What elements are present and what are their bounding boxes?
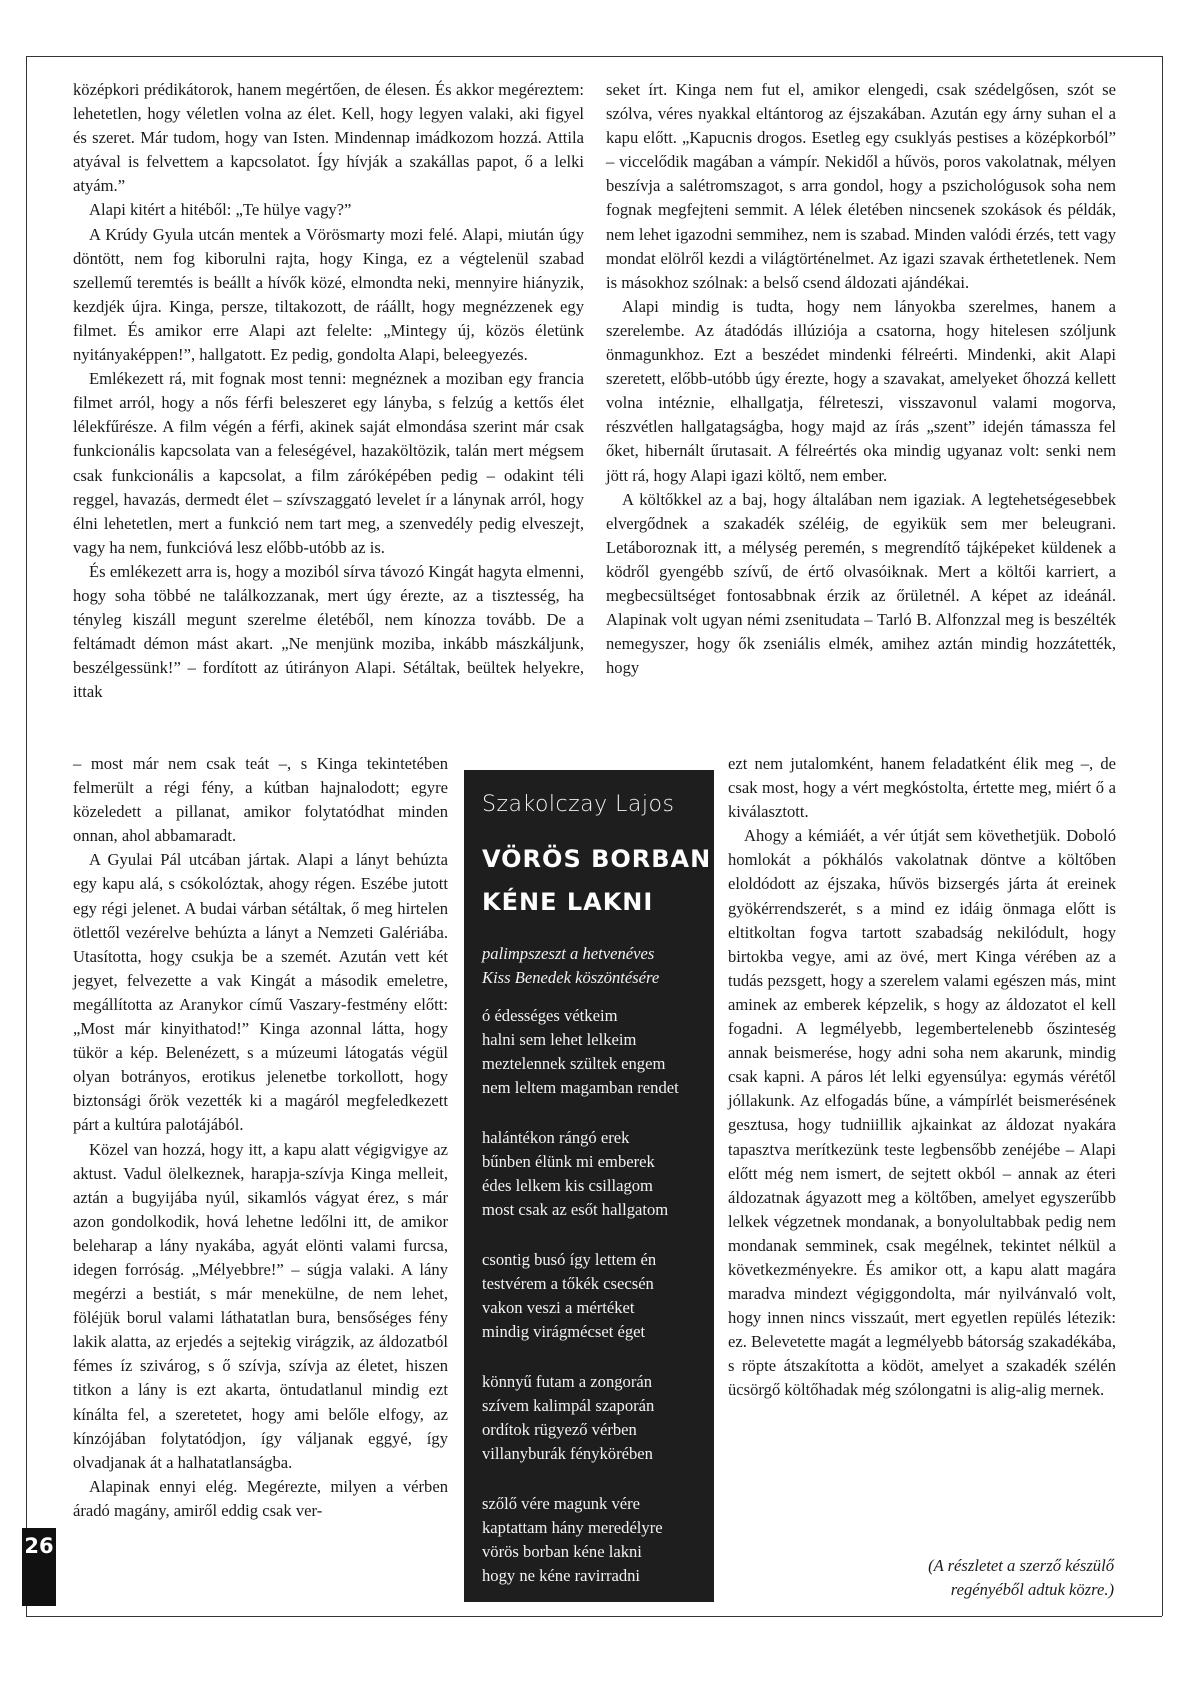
poem-line: meztelennek szültek engem <box>482 1054 666 1073</box>
poem-line: nem leltem magamban rendet <box>482 1078 679 1097</box>
paragraph: A Krúdy Gyula utcán mentek a Vörösmarty mozi felé. Alapi, miután úgy döntött, nem fog kiborulni rajta, hogy Kinga, ez a végtelenül szabad szellemű teremtés is beállt a hívők közé, elmondta neki, mennyire hiányzik, kezdjék újra. Kinga, persze, tiltakozott, de ráállt, hogy megnézzenek egy filmet. És amikor erre Alapi azt felelte: „Mintegy új, közös életünk nyitányaképpen!”, hallgatott. Ez pedig, gondolta Alapi, beleegyezés. <box>73 224 584 365</box>
poem-line: ordítok rügyező vérben <box>482 1420 637 1439</box>
paragraph: középkori prédikátorok, hanem megértően, de élesen. És akkor megéreztem: lehetetlen, hogy véletlen volna az élet. Kell, hogy legyen valaki, aki figyel és szeret. Már tudom, hogy van Isten. Mindennap imádkozom hozzá. Attila atyával is felvettem a kapcsolatot. Így hívják a szakállas papot, ő a lelki atyám.” <box>73 80 584 196</box>
credit-line: (A részletet a szerző készülő <box>928 1556 1114 1575</box>
poem-line: halántékon rángó erek <box>482 1128 630 1147</box>
poem-line: könnyű futam a zongorán <box>482 1372 653 1391</box>
poem-stanza <box>482 1126 712 1222</box>
poem-line: villanyburák fénykörében <box>482 1444 653 1463</box>
poem-title-line: VÖRÖS BORBAN <box>482 845 712 873</box>
poem-author: Szakolczay Lajos <box>482 792 675 817</box>
poem-line: testvérem a tőkék csecsén <box>482 1274 654 1293</box>
page-frame-bottom <box>26 1616 1162 1617</box>
poem-line: ó édességes vétkeim <box>482 1006 618 1025</box>
poem-line: kaptattam hány meredélyre <box>482 1518 663 1537</box>
text-column-left-upper <box>73 78 584 704</box>
poem-title-line: KÉNE LAKNI <box>482 888 654 916</box>
poem-sidebar <box>464 770 714 1602</box>
text-column-left-lower <box>73 752 448 1523</box>
poem-stanza <box>482 1004 712 1100</box>
poem-stanza <box>482 1370 712 1466</box>
poem-subtitle-line: Kiss Benedek köszöntésére <box>482 968 660 987</box>
poem-line: csontig busó így lettem én <box>482 1250 657 1269</box>
poem-title <box>482 838 712 924</box>
poem-line: édes lelkem kis csillagom <box>482 1176 653 1195</box>
paragraph: A költőkkel az a baj, hogy általában nem igaziak. A legtehetségesebbek elvergődnek a szakadék széléig, de egyikük sem mer beleugrani. Letáboroznak itt, a mélység peremén, s megrendítő tájképeket küldenek a ködről gyengébb szívű, de értő olvasóiknak. Mert a költői karriert, a megbecsültséget fontosabbnak érzik az őrületnél. A képet az ideánál. Alapinak volt ugyan némi zsenitudata – Tarló B. Alfonzzal meg is beszélték nemegyszer, hogy ők zseniális elmék, amihez aztán mindig hozzátették, hogy <box>606 489 1116 678</box>
paragraph: És emlékezett arra is, hogy a moziból sírva távozó Kingát hagyta elmenni, hogy soha többé ne találkozzanak, mert úgy érezte, az a tisztesség, ha tényleg kiszáll megunt szerelme életéből, nem kínozza tovább. De a feltámadt démon mást akart. „Ne menjünk moziba, inkább mászkáljunk, beszélgessünk!” – fordított az útirányon Alapi. Sétáltak, beültek helyekre, ittak <box>73 561 584 702</box>
paragraph: – most már nem csak teát –, s Kinga tekintetében felmerült a régi fény, a kútban hajnalodott; egyre közeledett a pillanat, amikor folytatódhat minden onnan, ahol abbamaradt. <box>73 754 448 846</box>
paragraph: Ahogy a kémiáét, a vér útját sem követhetjük. Doboló homlokát a pókhálós vakolatnak döntve a költőben eloldódott az éjszaka, hűvös bizsergés járta át ereinek gyökérrendszerét, s a mind ez idáig önmaga előtt is eltitkoltan fogva tartott szabadság nekilódult, hogy birtokba vegye, ami az övé, mert Kinga vérében az a tudás pezsgett, hogy a szerelem valami egészen más, mint aminek az emberek képzelik, s hogy az áldozatot el kell fogadni. A legmélyebb, legembertelenebb őszinteség annak beismerése, hogy adni soha nem akarunk, mindig csak kapni. A páros lét lelki egyensúlya: egymás vérétől jóllakunk. Az elfogadás bűne, a vámpírlét beismerésének gesztusa, hogy tudniillik ajkainkat az áldozat nyakára tapasztva merítkezünk teste legbensőbb zenéjébe – Alapi előtt még nem ismert, de sejtett okból – annak az éteri áldozatnak ágyazott meg a költőben, amelyet egyszerűbb lelkek végzetnek mondanak, a bonyolultabbak pedig nem mondanak semminek, csak megélnek, tekintet nélkül a következményekre. És amikor ott, a kapu alatt magára maradva mindezt végiggondolta, már nyilvánvaló volt, hogy innen nincs visszaút, mert egyetlen repülés létezik: ez. Belevetette magát a legmélyebb bátorság szakadékába, s röpte átszakította a ködöt, amelyet a szakadék szélén ücsörgő költőhadak még szólongatni is alig-alig mernek. <box>728 826 1116 1400</box>
paragraph: ezt nem jutalomként, hanem feladatként élik meg –, de csak most, hogy a vért megkóstolta, értette meg, miért ő a kiválasztott. <box>728 754 1116 822</box>
credit-line: regényéből adtuk közre.) <box>950 1580 1114 1600</box>
poem-line: szívem kalimpál szaporán <box>482 1396 655 1415</box>
text-column-right-lower <box>728 752 1116 1403</box>
poem-subtitle-line: palimpszeszt a hetvenéves <box>482 944 655 963</box>
paragraph: Közel van hozzá, hogy itt, a kapu alatt végigvigye az aktust. Vadul ölelkeznek, harapja-szívja Kinga melleit, aztán a bugyijába nyúl, sikamlós vágyat érez, s már azon gondolkodik, hová lehetne ledőlni itt, de amikor beleharap a lány nyakába, agyát elönti valami furcsa, idegen forróság. „Mélyebbre!” – súgja valaki. A lány megérzi a bestiát, s már menekülne, de nem lehet, föléjük borul valami láthatatlan bura, bensőséges fény lakik alatta, az erjedés a sejtekig virágzik, az áldozatból fémes íz szivárog, s ő szívja, szívja az életet, hiszen titkon a lány is ezt akarta, öntudatlanul mindig ezt kínálta fel, a szeretetet, hogy ami belőle elfogy, az kínzójában folytatódjon, így váljanak eggyé, így olvadjanak át a halhatatlanságba. <box>73 1139 448 1472</box>
poem-line: mindig virágmécset éget <box>482 1322 646 1341</box>
poem-line: bűnben élünk mi emberek <box>482 1152 655 1171</box>
page-number: 26 <box>22 1528 56 1606</box>
paragraph: Alapinak ennyi elég. Megérezte, milyen a vérben áradó magány, amiről eddig csak ver- <box>73 1476 448 1520</box>
page-frame-left <box>26 56 27 1616</box>
source-credit <box>800 1554 1114 1602</box>
poem-line: hogy ne kéne ravirradni <box>482 1566 641 1585</box>
page-frame-top <box>26 56 1162 57</box>
page-frame-right <box>1162 56 1163 1616</box>
poem-line: szőlő vére magunk vére <box>482 1494 641 1513</box>
paragraph: seket írt. Kinga nem fut el, amikor elengedi, csak szédelgősen, szót se szólva, véres nyakkal eltántorog az éjszakában. Azután egy árny suhan el a kapu előtt. „Kapucnis drogos. Esetleg egy csuklyás pestises a középkorból” – viccelődik magában a vámpír. Nekidől a hűvös, poros vakolatnak, mélyen beszívja a salétromszagot, s arra gondol, hogy a pszichológusok soha nem fognak megfejteni semmit. A lélek életében nincsenek szokások és példák, nem lehet igazodni semmihez, nem is szabad. Minden valódi érzés, tett vagy mondat elölről kezdi a világtörténelmet. Az igazi szavak érthetetlenek. Nem is másokhoz szólnak: a belső csend áldozati ajándékai. <box>606 80 1116 292</box>
text-column-right-upper <box>606 78 1116 680</box>
paragraph: A Gyulai Pál utcában jártak. Alapi a lányt behúzta egy kapu alá, s csókolóztak, ahogy régen. Eszébe jutott egy régi jelenet. A budai várban sétáltak, ő meg hirtelen ötlettől vezérelve behúzta a lányt a Nemzeti Galériába. Utasította, hogy csukja be a szemét. Azután vett két jegyet, felvezette a vak Kingát a második emeletre, megállította az Aranykor című Vaszary-festmény előtt: „Most már kinyithatod!” Kinga azonnal látta, hogy tükör a kép. Belenézett, s a múzeumi látogatás végül olyan botrányos, erotikus jelenetbe torkollott, hogy biztonsági őrök vezették ki a magáról megfeledkezett párt a kultúra palotájából. <box>73 850 448 1135</box>
paragraph: Emlékezett rá, mit fognak most tenni: megnéznek a moziban egy francia filmet arról, hogy a nős férfi beleszeret egy lányba, s felzúg a kettős élet lélekfűrésze. A film végén a férfi, akinek saját elmondása szerint már csak funkcionális kapcsolata van a feleségével, hazaköltözik, talán mert mégsem csak funkcionális a kapcsolat, a film záróképében pedig – odakint téli reggel, havazás, dermedt élet – szívszaggató levelet ír a lánynak arról, hogy élni lehetetlen, mert a funkció nem tart meg, a szenvedély pedig elveszejt, vagy ha nem, funkcióvá lesz előbb-utóbb az is. <box>73 369 584 557</box>
poem-line: most csak az esőt hallgatom <box>482 1200 669 1219</box>
poem-stanza <box>482 1248 712 1344</box>
paragraph: Alapi kitért a hitéből: „Te hülye vagy?” <box>89 200 352 220</box>
poem-line: vörös borban kéne lakni <box>482 1542 642 1561</box>
poem-line: halni sem lehet lelkeim <box>482 1030 637 1049</box>
poem-line: vakon veszi a mértéket <box>482 1298 635 1317</box>
paragraph: Alapi mindig is tudta, hogy nem lányokba szerelmes, hanem a szerelembe. Az átadódás illúziója a csatorna, hogy hitelesen szóljunk önmagunkhoz. Ezt a beszédet mindenki félreérti. Mindenki, akit Alapi szeretett, előbb-utóbb úgy érezte, hogy a szavakat, amelyeket őhozzá kellett volna intéznie, elhallgatja, félreteszi, visszavonul valami mogorva, részvétlen hallgatagságba, hogy majd az írás „szent” idején támassza fel őket, hibernált űrutasait. A félreértés oka mindig ugyanaz volt: senki nem jött rá, hogy Alapi igazi költő, nem ember. <box>606 296 1116 485</box>
poem-subtitle <box>482 942 710 990</box>
poem-stanza <box>482 1492 712 1588</box>
